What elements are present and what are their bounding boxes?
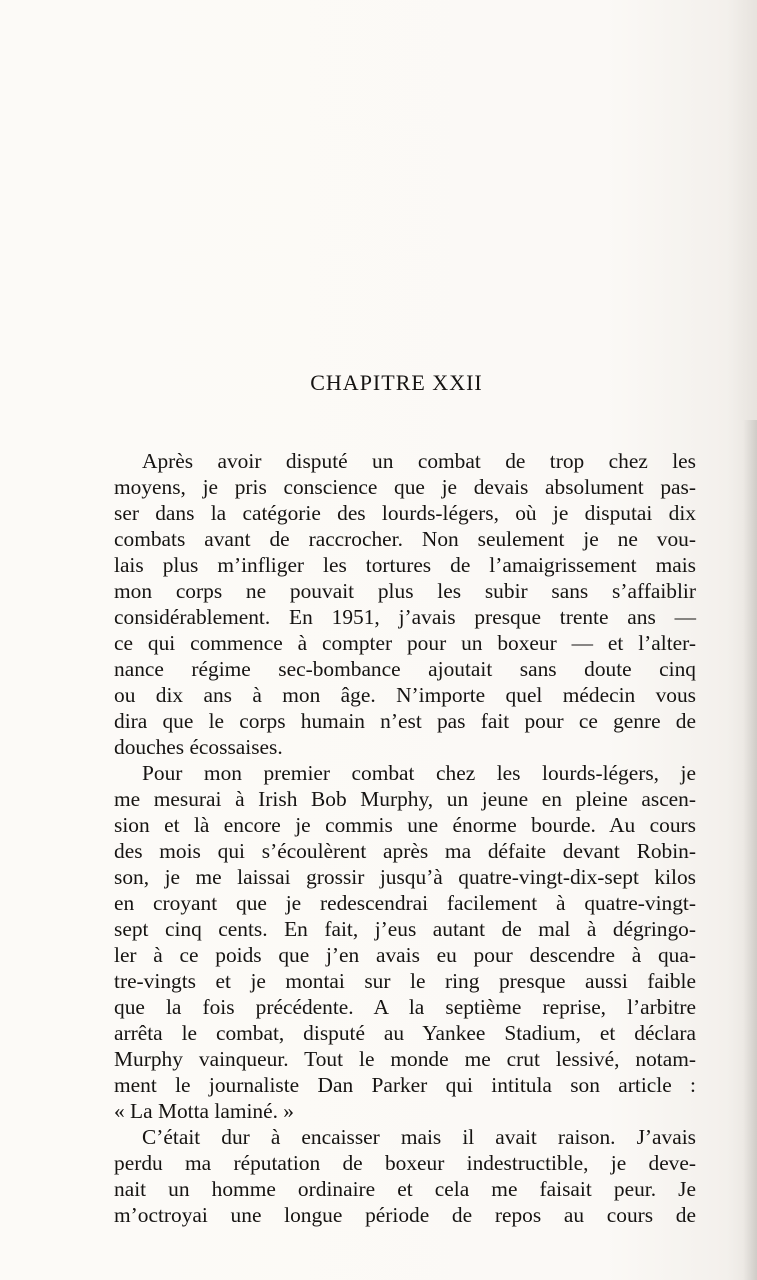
text-line: Après avoir disputé un combat de trop chez les <box>142 449 696 473</box>
text-line: dira que le corps humain n’est pas fait pour ce genre de <box>114 709 696 733</box>
text-line: me mesurai à Irish Bob Murphy, un jeune en pleine ascen- <box>114 787 696 811</box>
text-line: douches écossaises. <box>114 735 283 759</box>
page-edge-shadow <box>743 420 757 1280</box>
text-line: lais plus m’infliger les tortures de l’amaigrissement mais <box>114 553 696 577</box>
text-line: ce qui commence à compter pour un boxeur — et l’alter- <box>114 631 696 655</box>
text-line: arrêta le combat, disputé au Yankee Stadium, et déclara <box>114 1021 696 1045</box>
text-line: que la fois précédente. A la septième reprise, l’arbitre <box>114 995 696 1019</box>
text-line: nance régime sec-bombance ajoutait sans doute cinq <box>114 657 696 681</box>
text-line: C’était dur à encaisser mais il avait raison. J’avais <box>142 1125 696 1149</box>
text-line: ment le journaliste Dan Parker qui intitula son article : <box>114 1073 696 1097</box>
text-line: Pour mon premier combat chez les lourds-légers, je <box>142 761 696 785</box>
chapter-title: CHAPITRE XXII <box>310 370 483 395</box>
text-line: son, je me laissai grossir jusqu’à quatre-vingt-dix-sept kilos <box>114 865 696 889</box>
text-line: ou dix ans à mon âge. N’importe quel médecin vous <box>114 683 696 707</box>
text-line: ler à ce poids que j’en avais eu pour descendre à qua- <box>114 943 696 967</box>
text-line: sept cinq cents. En fait, j’eus autant de mal à dégringo- <box>114 917 696 941</box>
text-line: nait un homme ordinaire et cela me faisait peur. Je <box>114 1177 696 1201</box>
text-line: m’octroyai une longue période de repos au cours de <box>114 1203 696 1227</box>
text-line: ser dans la catégorie des lourds-légers, où je disputai dix <box>114 501 696 525</box>
text-line: moyens, je pris conscience que je devais absolument pas- <box>114 475 696 499</box>
text-line: tre-vingts et je montai sur le ring presque aussi faible <box>114 969 696 993</box>
text-line: perdu ma réputation de boxeur indestructible, je deve- <box>114 1151 696 1175</box>
text-line: sion et là encore je commis une énorme bourde. Au cours <box>114 813 696 837</box>
text-line: mon corps ne pouvait plus les subir sans s’affaiblir <box>114 579 696 603</box>
text-line: des mois qui s’écoulèrent après ma défaite devant Robin- <box>114 839 696 863</box>
text-line: combats avant de raccrocher. Non seulement je ne vou- <box>114 527 696 551</box>
text-line: considérablement. En 1951, j’avais presque trente ans — <box>114 605 696 629</box>
text-line: « La Motta laminé. » <box>114 1099 294 1123</box>
text-line: Murphy vainqueur. Tout le monde me crut lessivé, notam- <box>114 1047 696 1071</box>
text-line: en croyant que je redescendrai facilement à quatre-vingt- <box>114 891 696 915</box>
